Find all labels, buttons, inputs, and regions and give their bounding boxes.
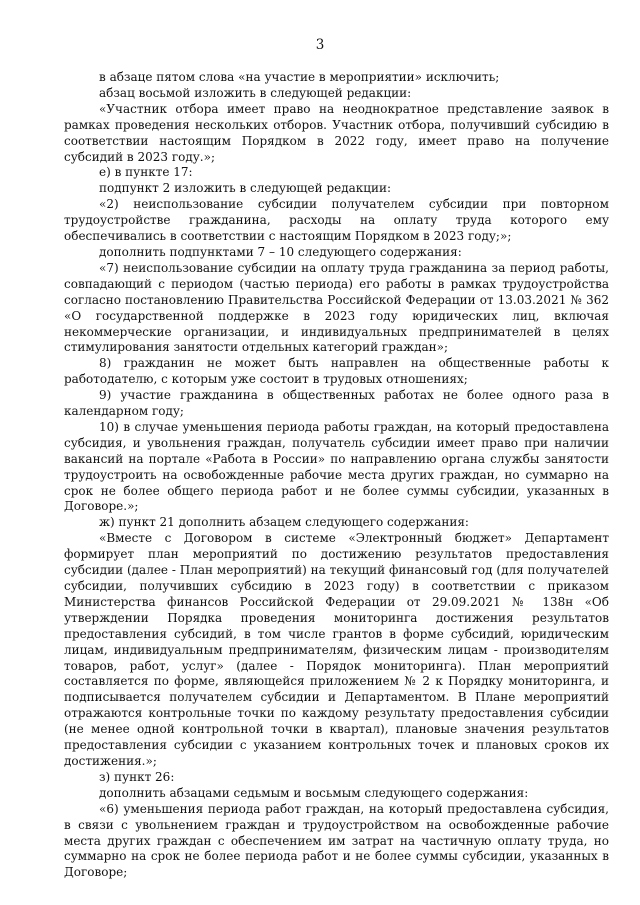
- paragraph: дополнить подпунктами 7 – 10 следующего содержания:: [99, 244, 462, 259]
- paragraph: абзац восьмой изложить в следующей редакции:: [99, 85, 412, 100]
- paragraph: з) пункт 26:: [99, 769, 175, 784]
- paragraph: дополнить абзацами седьмым и восьмым следующего содержания:: [99, 785, 529, 800]
- paragraph: «7) неиспользование субсидии на оплату труда гражданина за период работы, совпадающий с периодом (частью периода) его работы в рамках трудоустройства согласно постановлению Правительства Российской Федерации от 13.03.2021 № 362 «О государственной поддержке в 2023 году юридических лиц, включая некоммерческие организации, и индивидуальных предпринимателей в целях стимулирования занятости отдельных категорий граждан»;: [64, 260, 609, 355]
- paragraph: 8) гражданин не может быть направлен на общественные работы к работодателю, с которым уже состоит в трудовых отношениях;: [64, 356, 609, 387]
- paragraph: «Вместе с Договором в системе «Электронный бюджет» Департамент формирует план мероприятий по достижению результатов предоставления субсидии (далее - План мероприятий) на текущий финансовый год (для получателей субсидии, получивших субсидию в 2023 году) в соответствии с приказом Министерства финансов Российской Федерации от 29.09.2021 № 138н «Об утверждении Порядка проведения мониторинга достижения результатов предоставления субсидий, в том числе грантов в форме субсидий, юридическим лицам, индивидуальным предпринимателям, физическим лицам - производителям товаров, работ, услуг» (далее - Порядок мониторинга). План мероприятий составляется по форме, являющейся приложением № 2 к Порядку мониторинга, и подписывается получателем субсидии и Департаментом. В Плане мероприятий отражаются контрольные точки по каждому результату предоставления субсидии (не менее одной контрольной точки в квартал), плановые значения результатов предоставления субсидии с указанием контрольных точек и плановых сроков их достижения.»;: [64, 531, 609, 768]
- paragraph: 10) в случае уменьшения периода работы граждан, на который предоставлена субсидия, и увольнения граждан, получатель субсидии имеет право при наличии вакансий на портале «Работа в России» по направлению органа службы занятости трудоустроить на освобожденные рабочие места других граждан, но суммарно на срок не более общего периода работ и не более суммы субсидии, указанных в Договоре.»;: [64, 419, 609, 514]
- paragraph: «Участник отбора имеет право на неоднократное представление заявок в рамках проведения нескольких отборов. Участник отбора, получивший субсидию в соответствии настоящим Порядком в 2022 году, имеет право на получение субсидий в 2023 году.»;: [64, 101, 609, 164]
- paragraph: «6) уменьшения периода работ граждан, на который предоставлена субсидия, в связи с увольнением граждан и трудоустройством на освобожденные рабочие места других граждан с обеспечением им затрат на частичную оплату труда, но суммарно на срок не более периода работ и не более суммы субсидии, указанных в Договоре;: [64, 801, 609, 880]
- paragraph: в абзаце пятом слова «на участие в мероприятии» исключить;: [99, 70, 500, 84]
- paragraph: ж) пункт 21 дополнить абзацем следующего содержания:: [99, 515, 469, 530]
- document-body: [64, 70, 609, 881]
- paragraph: 9) участие гражданина в общественных работах не более одного раза в календарном году;: [64, 388, 609, 419]
- paragraph: е) в пункте 17:: [99, 165, 193, 180]
- page-number: 3: [315, 37, 325, 53]
- paragraph: «2) неиспользование субсидии получателем субсидии при повторном трудоустройстве гражданина, расходы на оплату труда которого ему обеспечивались в соответствии с настоящим Порядком в 2023 году;»;: [64, 197, 609, 244]
- paragraph: подпункт 2 изложить в следующей редакции:: [99, 181, 392, 196]
